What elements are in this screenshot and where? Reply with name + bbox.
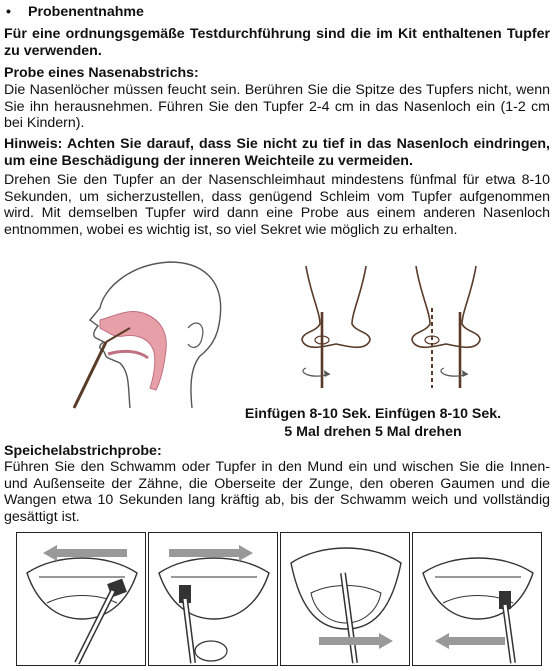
nostril-insertion-diagram: [276, 262, 516, 402]
saliva-step-4-panel: [412, 532, 542, 666]
intro-paragraph: Für eine ordnungsgemäße Testdurchführung sind die im Kit enthaltenen Tupfer zu verwenden.: [4, 26, 550, 59]
mouth-swab-illustration-1: [17, 533, 146, 666]
mouth-swab-illustration-4: [413, 533, 542, 666]
nasal-instructions-paragraph: Drehen Sie den Tupfer an der Nasenschleimhaut mindestens fünfmal für etwa 8-10 Sekunden, um sicherzustellen, dass genügend Schleim vom Tupfer aufgenommen wird. Mit demselben Tupfer wird dann eine Probe aus einem anderen Nasenloch entnommen, wobei es wichtig ist, so viel Sekret wie möglich zu erhalten.: [4, 172, 550, 238]
hint-paragraph: Hinweis: Achten Sie darauf, dass Sie nicht zu tief in das Nasenloch eindringen, um eine Beschädigung der inneren Weichteile zu vermeiden.: [4, 136, 550, 169]
mouth-swab-illustration-2: [149, 533, 278, 666]
section-heading: [6, 4, 546, 21]
saliva-paragraph: Führen Sie den Schwamm oder Tupfer in den Mund ein und wischen Sie die Innen- und Außenseite der Zähne, die Oberseite der Zunge, den oberen Gaumen und die Wangen etwa 10 Sekunden lang kräftig ab, bis der Schwamm weich und vollständig gesättigt ist.: [4, 459, 550, 525]
saliva-heading: Speichelabstrichprobe:: [4, 443, 162, 459]
nasal-heading: Probe eines Nasenabstrichs:: [4, 65, 199, 81]
figure-caption-line1: Einfügen 8-10 Sek. Einfügen 8-10 Sek.: [244, 406, 502, 422]
saliva-step-3-panel: [280, 532, 410, 666]
saliva-step-1-panel: [16, 532, 146, 666]
saliva-step-2-panel: [148, 532, 278, 666]
mouth-swab-illustration-3: [281, 533, 410, 666]
bullet-marker: •: [6, 4, 11, 20]
head-profile-illustration: [60, 258, 230, 418]
figure-caption-line2: 5 Mal drehen 5 Mal drehen: [284, 424, 462, 440]
section-title: Probenentnahme: [28, 4, 144, 20]
nasal-paragraph: Die Nasenlöcher müssen feucht sein. Berühren Sie die Spitze des Tupfers nicht, wenn Sie ihn herausnehmen. Führen Sie den Tupfer 2-4 cm in das Nasenloch ein (1-2 cm bei Kindern).: [4, 82, 550, 132]
